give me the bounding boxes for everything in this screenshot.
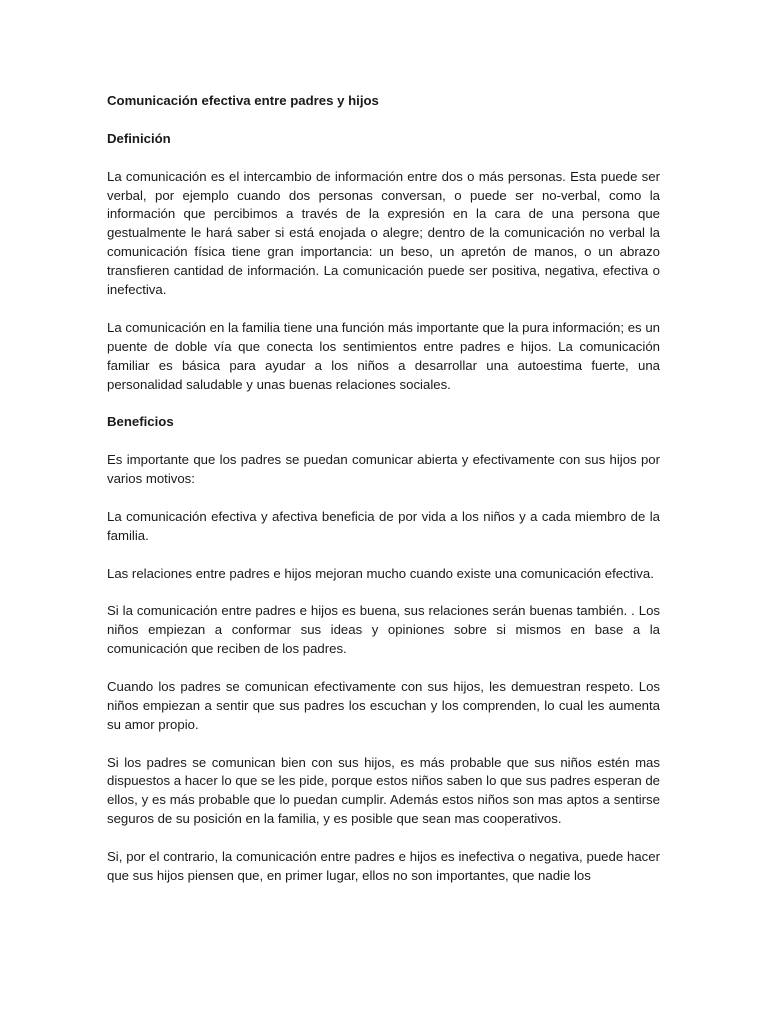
paragraph-definicion-1: La comunicación es el intercambio de información entre dos o más personas. Esta puede ser verbal, por ejemplo cuando dos personas conversan, o puede ser no-verbal, como la información que percibimos a través de la expresión en la cara de una persona que gestualmente le hará saber si está enojada o alegre; dentro de la comunicación no verbal la comunicación física tiene gran importancia: un beso, un apretón de manos, o un abrazo transfieren cantidad de información. La comunicación puede ser positiva, negativa, efectiva o inefectiva. (107, 168, 660, 298)
paragraph-definicion-2: La comunicación en la familia tiene una función más importante que la pura información; es un puente de doble vía que conecta los sentimientos entre padres e hijos. La comunicación familiar es básica para ayudar a los niños a desarrollar una autoestima fuerte, una personalidad saludable y unas buenas relaciones sociales. (107, 319, 660, 392)
document-title: Comunicación efectiva entre padres y hijos (107, 93, 379, 108)
paragraph-beneficios-1: Es importante que los padres se puedan comunicar abierta y efectivamente con sus hijos por varios motivos: (107, 452, 660, 487)
paragraph-beneficios-5: Cuando los padres se comunican efectivamente con sus hijos, les demuestran respeto. Los niños empiezan a sentir que sus padres los escuchan y los comprenden, lo cual les aumenta su amor propio. (107, 678, 660, 732)
section-heading-definicion: Definición (107, 130, 171, 146)
section-heading-beneficios: Beneficios (107, 414, 174, 430)
paragraph-beneficios-4: Si la comunicación entre padres e hijos es buena, sus relaciones serán buenas también. . Los niños empiezan a conformar sus ideas y opiniones sobre si mismos en base a la comunicación que reciben de los padres. (107, 603, 660, 657)
paragraph-beneficios-3: Las relaciones entre padres e hijos mejoran mucho cuando existe una comunicación efectiva. (107, 565, 654, 581)
paragraph-beneficios-6: Si los padres se comunican bien con sus hijos, es más probable que sus niños estén mas dispuestos a hacer lo que se les pide, porque estos niños saben lo que sus padres esperan de ellos, y es más probable que lo puedan cumplir. Además estos niños son mas aptos a sentirse seguros de su posición en la familia, y es posible que sean mas cooperativos. (107, 754, 660, 827)
paragraph-beneficios-2: La comunicación efectiva y afectiva beneficia de por vida a los niños y a cada miembro de la familia. (107, 508, 660, 543)
paragraph-beneficios-7: Si, por el contrario, la comunicación entre padres e hijos es inefectiva o negativa, puede hacer que sus hijos piensen que, en primer lugar, ellos no son importantes, que nadie los (107, 849, 660, 883)
